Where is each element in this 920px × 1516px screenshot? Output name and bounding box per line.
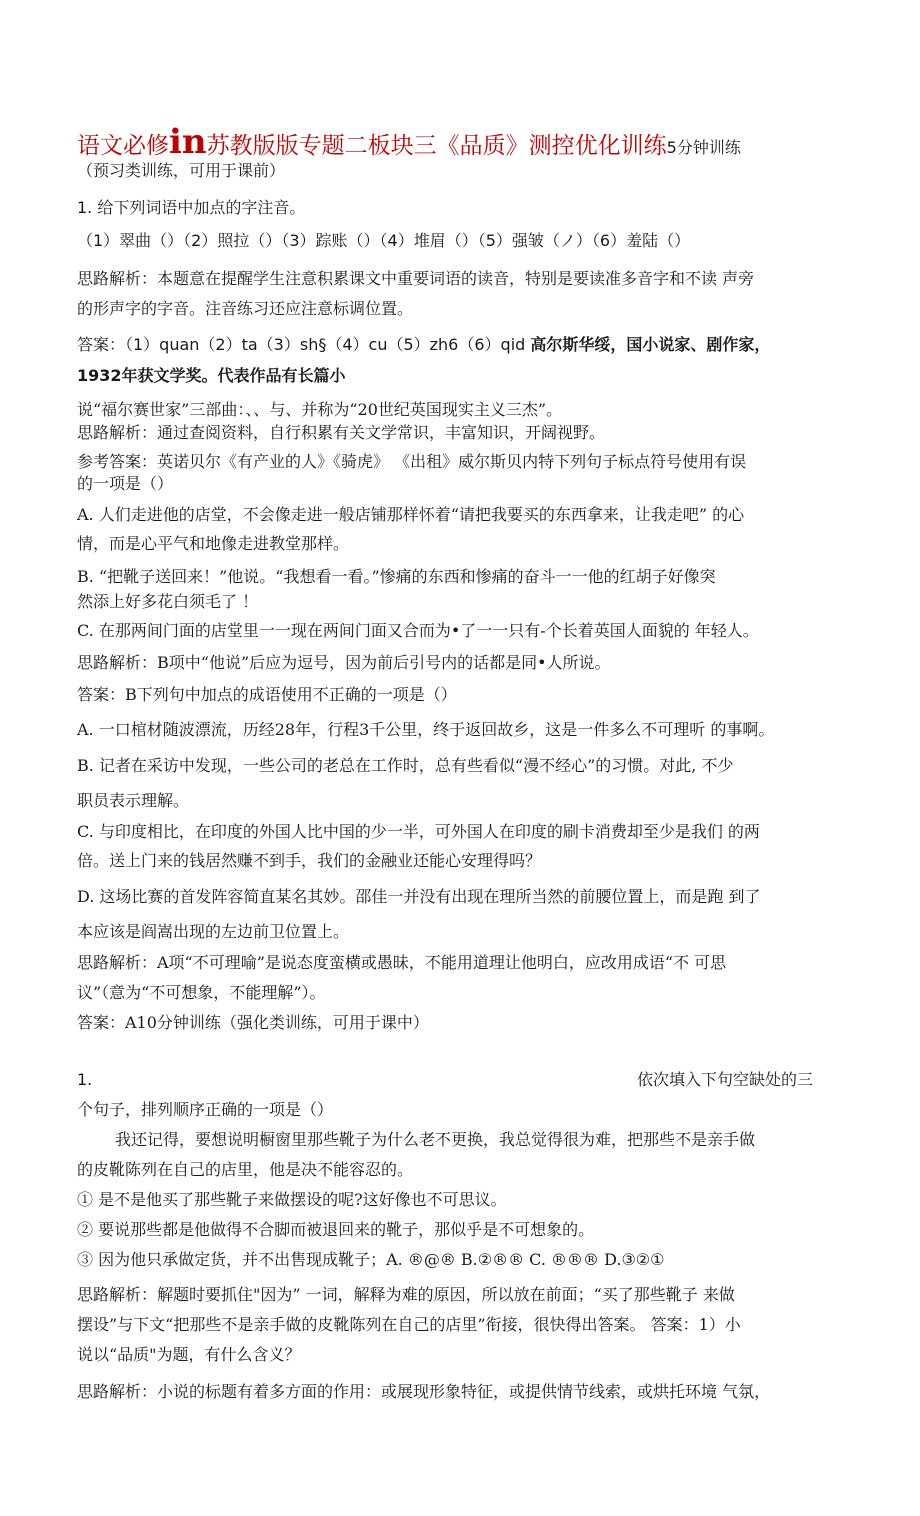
text-line: B. “把靴子送回来！”他说。“我想看一看。”惨痛的东西和惨痛的奋斗一一他的红胡子好像突	[77, 567, 716, 586]
text-line: （预习类训练，可用于课前）	[77, 161, 286, 180]
text-line: 1932年获文学奖。代表作品有长篇小	[77, 366, 346, 385]
text-line: 说“福尔赛世家”三部曲：、、与、并称为“20世纪英国现实主义三杰”。	[77, 400, 563, 419]
text-line: 倍。送上门来的钱居然赚不到手，我们的金融业还能心安理得吗？	[77, 851, 542, 870]
text-line: 本应该是阎嵩出现的左边前卫位置上。	[77, 922, 350, 941]
text-line: 的一项是（）	[77, 474, 174, 493]
text-line: 答案：A10分钟训练（强化类训练，可用于课中）	[77, 1013, 429, 1032]
text-line: A. 人们走进他的店堂，不会像走进一般店铺那样怀着“请把我要买的东西拿来，让我走吧” 的心	[77, 505, 745, 524]
text-line: 个句子，排列顺序正确的一项是（）	[77, 1100, 334, 1119]
title-part-4: 5分钟训练	[666, 138, 741, 157]
text-line: 思路解析：解题时要抓住"因为” 一词，解释为难的原因，所以放在前面；“买了那些靴子 来做	[77, 1285, 735, 1304]
text-line: ② 要说那些都是他做得不合脚而被退回来的靴子，那似乎是不可想象的。	[77, 1220, 595, 1239]
text-line: 答案：B下列句中加点的成语使用不正确的一项是（）	[77, 685, 457, 704]
text-line: 参考答案：英诺贝尔《有产业的人》《骑虎》 《出租》威尔斯贝内特下列句子标点符号使用有误	[77, 452, 747, 471]
text-line: 情，而是心平气和地像走进教堂那样。	[77, 534, 350, 553]
text-line: A. 一口棺材随波漂流，历经28年，行程3千公里，终于返回故乡，这是一件多么不可理听 的事啊。	[77, 720, 775, 739]
text-line: 思路解析：本题意在提醒学生注意积累课文中重要词语的读音，特别是要读准多音字和不读 声旁	[77, 269, 755, 288]
text-line: C. 在那两间门面的店堂里一一现在两间门面又合而为•了一一只有-个长着英国人面貌的 年轻人。	[77, 621, 759, 640]
title-part-2: in	[169, 122, 207, 162]
text-line	[77, 334, 847, 356]
text-line: ① 是不是他买了那些靴子来做摆设的呢?这好像也不可思议。	[77, 1190, 507, 1209]
text-line: 思路解析：B项中“他说”后应为逗号，因为前后引号内的话都是同•人所说。	[77, 653, 611, 672]
question-number: 1.	[77, 1070, 93, 1089]
text-line: 思路解析：通过查阅资料，自行积累有关文学常识，丰富知识，开阔视野。	[77, 423, 606, 442]
text-line: ③ 因为他只承做定货，并不出售现成靴子；A. ®@® B.②®® C. ®®® D.③②①	[77, 1250, 665, 1269]
text-line: 议”（意为“不可想象，不能理解”）。	[77, 983, 326, 1002]
text-line: （1）翠曲（）（2）照拉（）（3）踪账（）（4）堆眉（）（5）强皱（ノ）（6）羞陆（）	[77, 231, 691, 250]
text-line: C. 与印度相比，在印度的外国人比中国的少一半，可外国人在印度的刷卡消费却至少是我们 的两	[77, 822, 760, 841]
text-line: 依次填入下句空缺处的三	[637, 1070, 814, 1089]
text-line: 的形声字的字音。注音练习还应注意标调位置。	[77, 299, 414, 318]
text-line: 的皮靴陈列在自己的店里，他是决不能容忍的。	[77, 1160, 414, 1179]
text-line: 思路解析：A项“不可理喻”是说态度蛮横或愚昧，不能用道理让他明白，应改用成语“不 可思	[77, 953, 727, 972]
text-line: 1. 给下列词语中加点的字注音。	[77, 198, 306, 217]
text-line: 职员表示理解。	[77, 791, 190, 810]
text-line: 思路解析：小说的标题有着多方面的作用：或展现形象特征，或提供情节线索，或烘托环境 气氛，	[77, 1382, 771, 1401]
text-line: B. 记者在采访中发现，一些公司的老总在工作时，总有些看似“漫不经心”的习惯。对此, 不少	[77, 756, 734, 775]
title-part-1: 语文必修	[77, 133, 169, 159]
text-line: 摆设”与下文“把那些不是亲手做的皮靴陈列在自己的店里”衔接，很快得出答案。 答案：1）小	[77, 1315, 741, 1334]
title-part-3: 苏教版版专题二板块三《品质》测控优化训练	[206, 133, 667, 159]
text-line: D. 这场比赛的首发阵容简直某名其妙。邵佳一并没有出现在理所当然的前腰位置上，而是跑 到了	[77, 887, 761, 906]
answer-bold-text: 高尔斯华绥，国小说家、剧作家，	[530, 335, 771, 354]
text-line: 说以“品质"为题，有什么含义？	[77, 1345, 301, 1364]
answer-text: 答案：（1）quan（2）ta（3）sh§（4）cu（5）zh6（6）qid	[77, 335, 531, 354]
text-line: 我还记得，要想说明橱窗里那些靴子为什么老不更换，我总觉得很为难，把那些不是亲手做	[115, 1130, 756, 1149]
text-line: 然添上好多花白须毛了 ！	[77, 592, 259, 611]
